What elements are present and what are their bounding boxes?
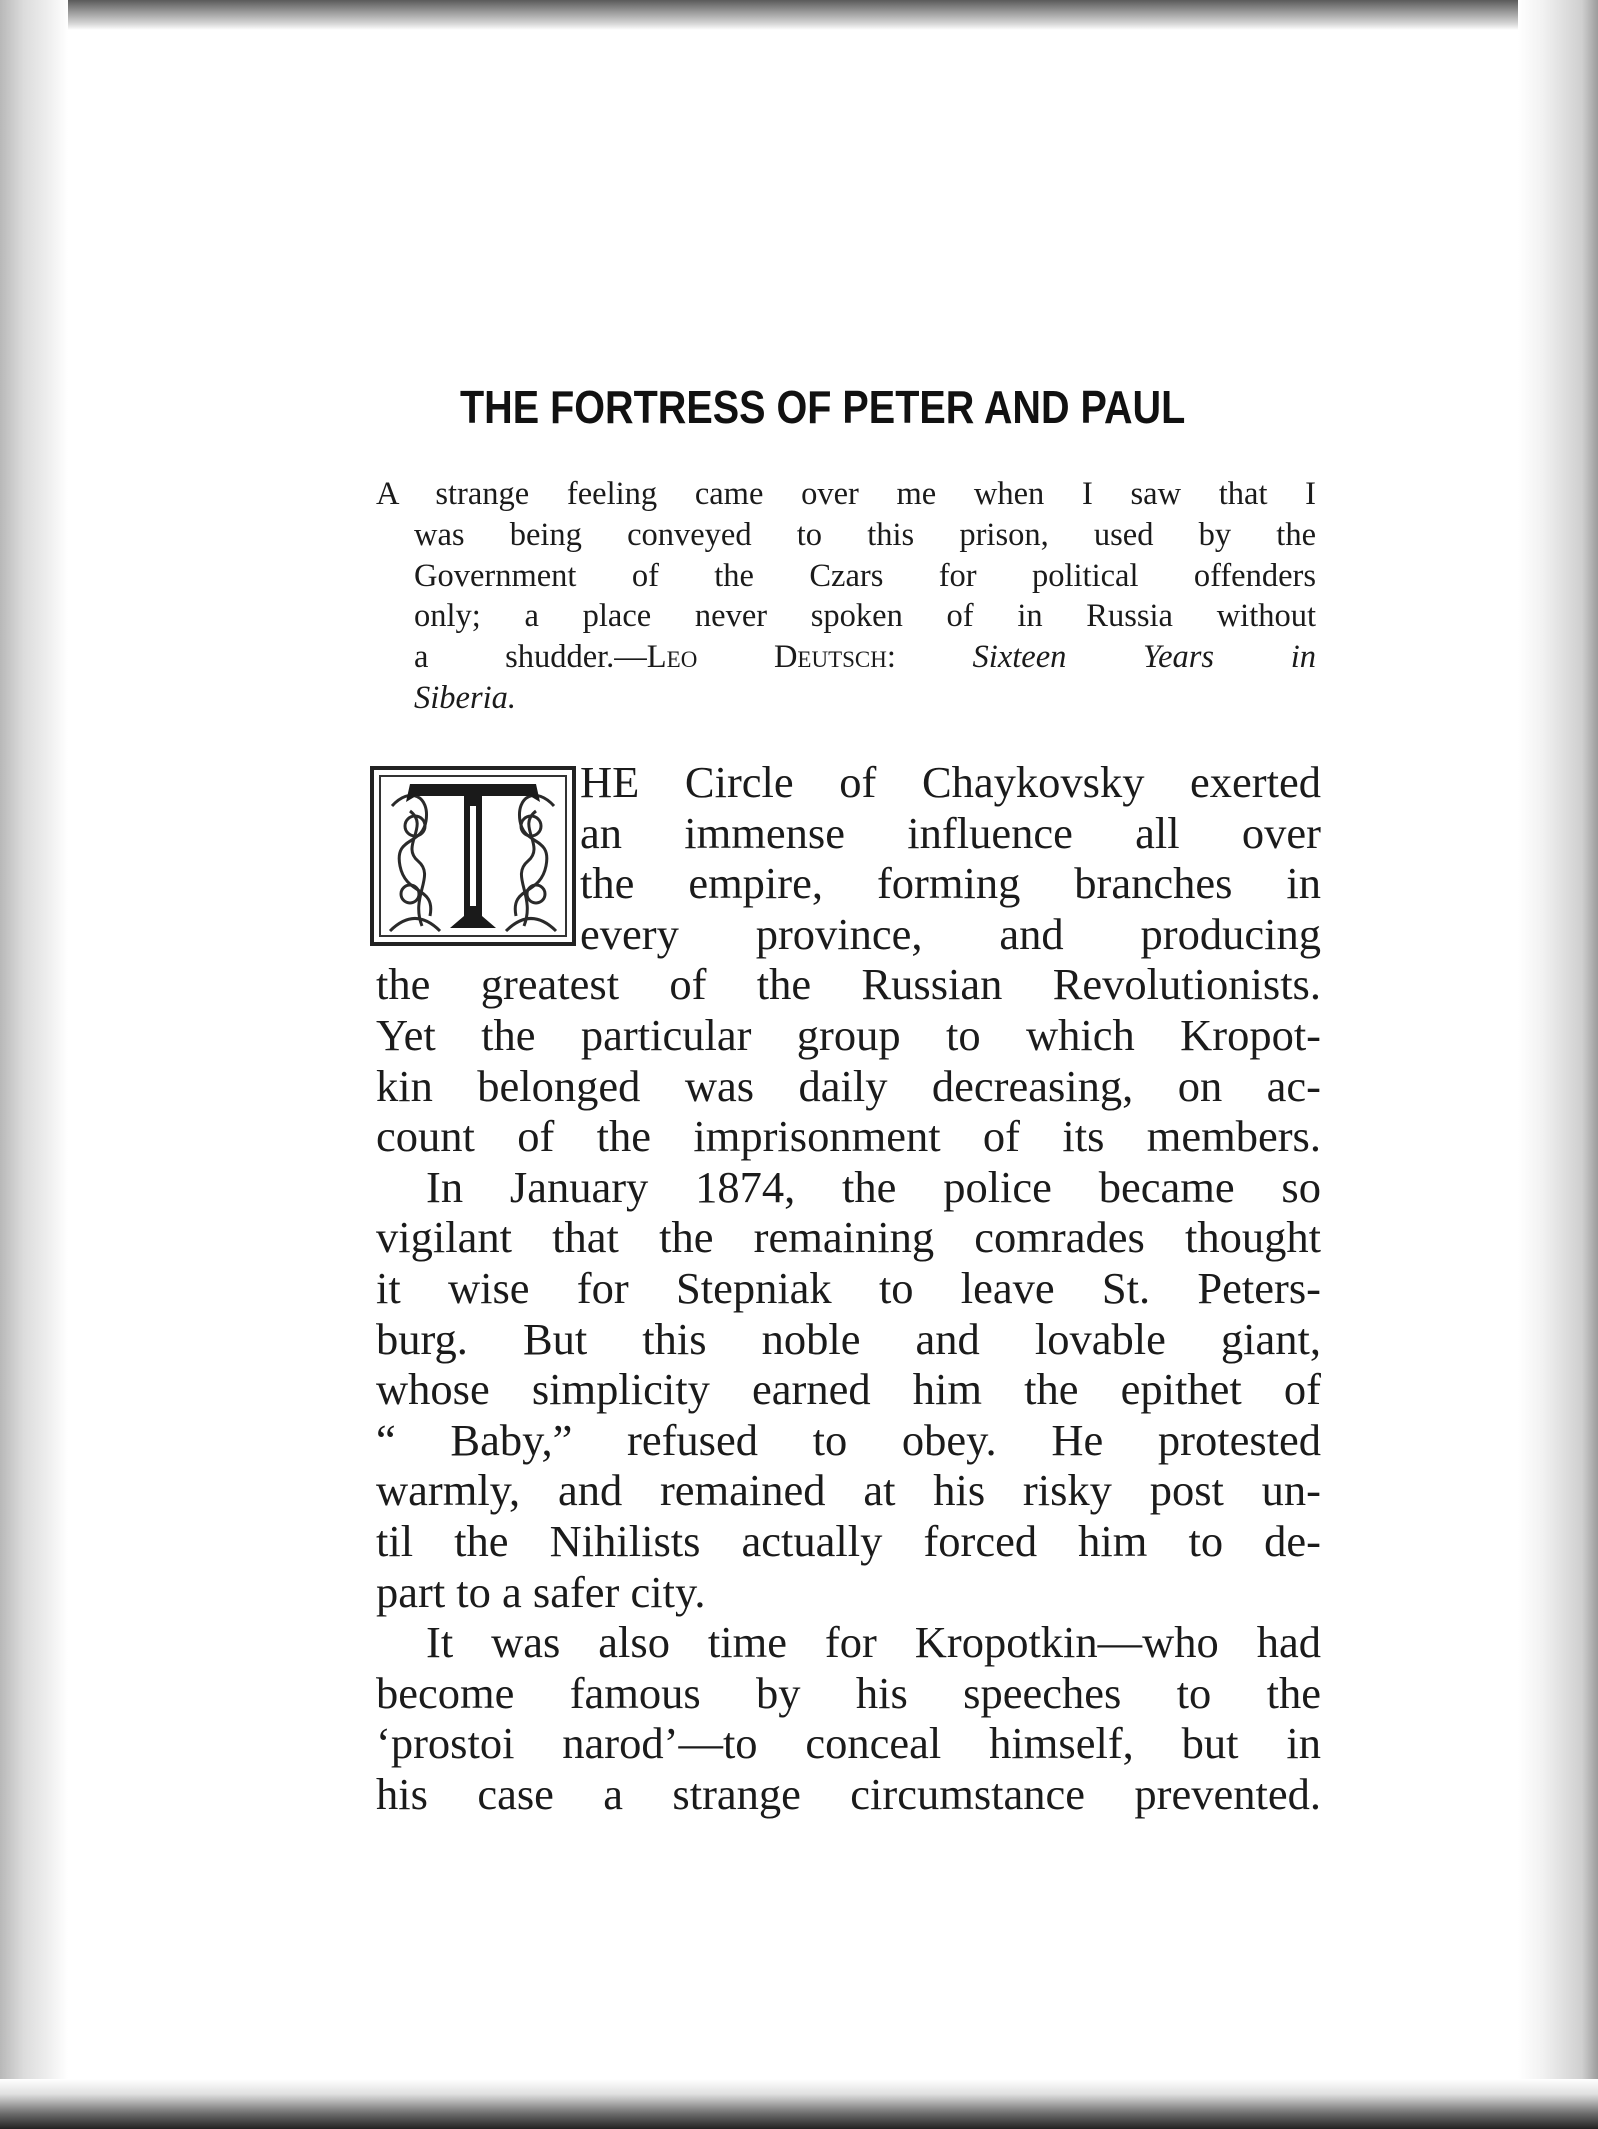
scan-right-gutter: [1518, 0, 1598, 2129]
body-line: vigilant that the remaining comrades thought: [376, 1212, 1321, 1263]
epigraph-line: was being conveyed to this prison, used by the: [414, 516, 1316, 553]
epigraph-author: Leo Deutsch: [646, 639, 887, 676]
epigraph-line: only; a place never spoken of in Russia without: [414, 598, 1316, 635]
body-line: It was also time for Kropotkin—who had: [426, 1617, 1321, 1668]
body-line: In January 1874, the police became so: [426, 1161, 1321, 1212]
body-line: count of the imprisonment of its members.: [376, 1111, 1321, 1162]
body-line: kin belonged was daily decreasing, on ac-: [376, 1060, 1321, 1111]
body-line: an immense influence all over: [580, 807, 1321, 858]
body-line: part to a safer city.: [376, 1566, 706, 1617]
epigraph-attribution-line: [376, 637, 1316, 678]
body-line: Yet the particular group to which Kropot-: [376, 1009, 1321, 1060]
epigraph-attribution-end: [376, 678, 1316, 719]
epigraph-line: A strange feeling came over me when I saw that I: [376, 476, 1316, 512]
body-line: whose simplicity earned him the epithet of: [376, 1364, 1321, 1415]
epigraph-work-title-end: Siberia.: [414, 679, 517, 716]
epigraph-work-title: Sixteen Years in: [972, 639, 1316, 676]
body-line: burg. But this noble and lovable giant,: [376, 1313, 1321, 1364]
body-line: til the Nihilists actually forced him to de-: [376, 1515, 1321, 1566]
chapter-title: THE FORTRESS OF PETER AND PAUL: [460, 381, 1186, 433]
body-line: the empire, forming branches in: [580, 858, 1321, 909]
body-line: “ Baby,” refused to obey. He protested: [376, 1414, 1321, 1465]
body-line: ‘prostoi narod’—to conceal himself, but in: [376, 1718, 1321, 1769]
body-line: every province, and producing: [580, 908, 1321, 959]
epigraph-separator: :: [886, 639, 896, 676]
scan-bottom-edge: [0, 2079, 1598, 2129]
scan-top-edge: [0, 0, 1598, 30]
body-text: [376, 757, 1321, 1819]
body-line: it wise for Stepniak to leave St. Peters-: [376, 1262, 1321, 1313]
body-line: HE Circle of Chaykovsky exerted: [580, 757, 1321, 807]
epigraph-last-text: a shudder.—: [414, 639, 647, 676]
body-line: the greatest of the Russian Revolutionists.: [376, 959, 1321, 1010]
scan-left-gutter: [0, 0, 68, 2129]
body-line: his case a strange circumstance prevented.: [376, 1768, 1321, 1819]
body-line: become famous by his speeches to the: [376, 1667, 1321, 1718]
epigraph: [376, 474, 1316, 719]
epigraph-line: Government of the Czars for political offenders: [414, 557, 1316, 594]
body-line: warmly, and remained at his risky post un-: [376, 1465, 1321, 1516]
